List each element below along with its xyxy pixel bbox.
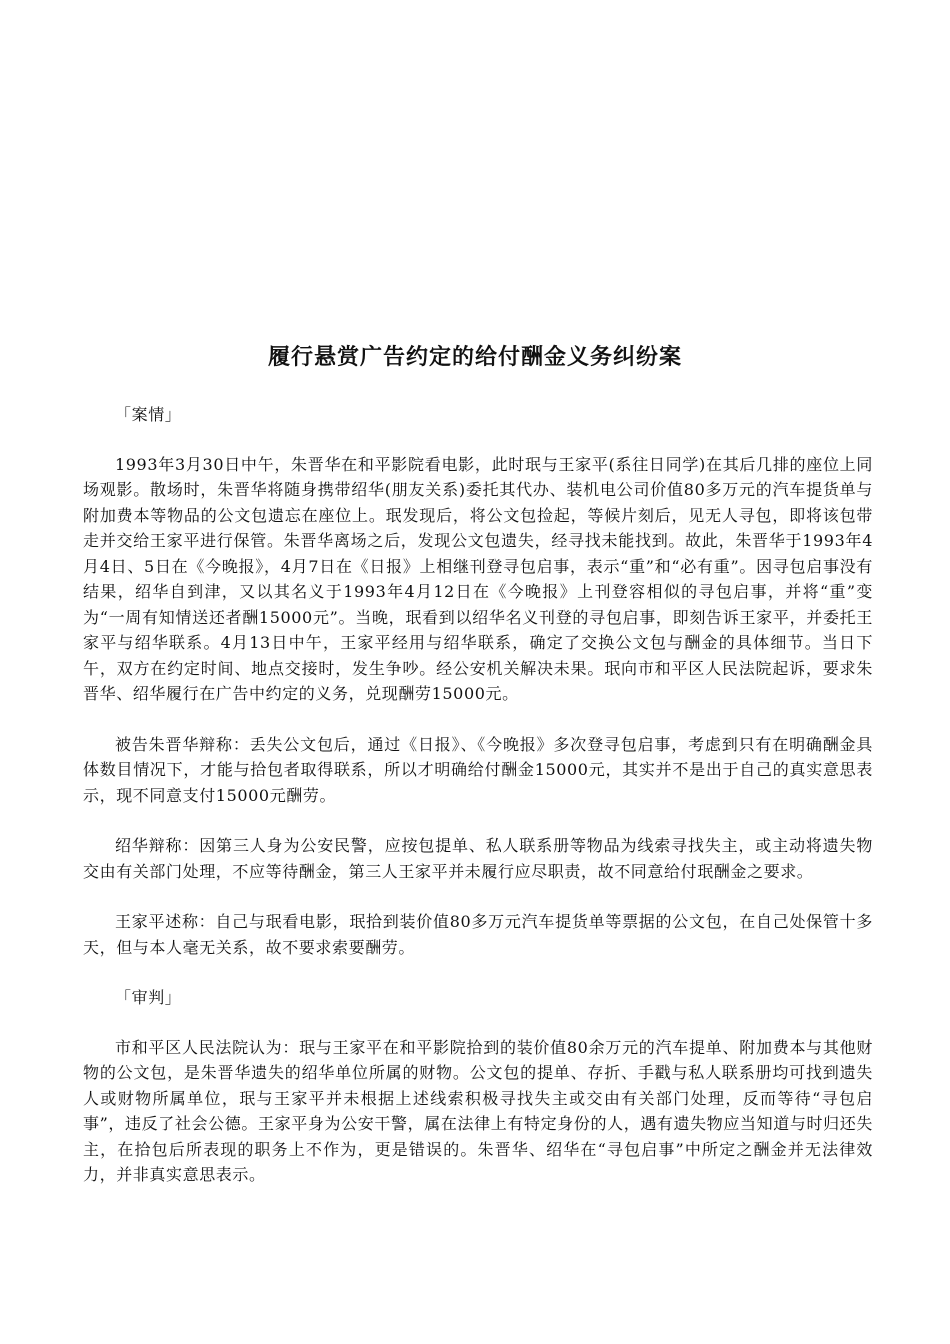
- paragraph-defendant-zhu: 被告朱晋华辩称：丢失公文包后，通过《日报》、《今晚报》多次登寻包启事，考虑到只有在明确酬金具体数目情况下，才能与拾包者取得联系，所以才明确给付酬金15000元，其实并不是出于自己的真实意思表示，现不同意支付15000元酬劳。: [83, 734, 873, 805]
- paragraph-case-facts: 1993年3月30日中午，朱晋华在和平影院看电影，此时珉与王家平(系往日同学)在其后几排的座位上同场观影。散场时，朱晋华将随身携带绍华(朋友关系)委托其代办、装机电公司价值80多万元的汽车提货单与附加费本等物品的公文包遗忘在座位上。珉发现后，将公文包捡起，等候片刻后，见无人寻包，即将该包带走并交给王家平进行保管。朱晋华离场之后，发现公文包遗失，经寻找未能找到。故此，朱晋华于1993年4月4日、5日在《今晚报》，4月7日在《日报》上相继刊登寻包启事，表示“重”和“必有重”。因寻包启事没有结果，绍华自到津，又以其名义于1993年4月12日在《今晚报》上刊登容相似的寻包启事，并将“重”变为“一周有知情送还者酬15000元”。当晚，珉看到以绍华名义刊登的寻包启事，即刻告诉王家平，并委托王家平与绍华联系。4月13日中午，王家平经用与绍华联系，确定了交换公文包与酬金的具体细节。当日下午，双方在约定时间、地点交接时，发生争吵。经公安机关解决未果。珉向市和平区人民法院起诉，要求朱晋华、绍华履行在广告中约定的义务，兑现酬劳15000元。: [83, 454, 873, 703]
- paragraph-defendant-shaohua: 绍华辩称：因第三人身为公安民警，应按包提单、私人联系册等物品为线索寻找失主，或主动将遗失物交由有关部门处理，不应等待酬金，第三人王家平并未履行应尽职责，故不同意给付珉酬金之要求。: [83, 836, 873, 881]
- section-heading-trial: 「审判」: [115, 988, 182, 1007]
- document-title: 履行悬赏广告约定的给付酬金义务纠纷案: [267, 345, 682, 370]
- document-body: [83, 402, 873, 1213]
- paragraph-court-opinion: 市和平区人民法院认为：珉与王家平在和平影院拾到的装价值80余万元的汽车提单、附加费本与其他财物的公文包，是朱晋华遗失的绍华单位所属的财物。公文包的提单、存折、手戳与私人联系册均可找到遗失人或财物所属单位，珉与王家平并未根据上述线索积极寻找失主或交由有关部门处理，反而等待“寻包启事”，违反了社会公德。王家平身为公安干警，属在法律上有特定身份的人，遇有遗失物应当知道与时归还失主，在拾包后所表现的职务上不作为，更是错误的。朱晋华、绍华在“寻包启事”中所定之酬金并无法律效力，并非真实意思表示。: [83, 1037, 873, 1184]
- paragraph-third-party-wang: 王家平述称：自己与珉看电影，珉拾到装价值80多万元汽车提货单等票据的公文包，在自己处保管十多天，但与本人毫无关系，故不要求索要酬劳。: [83, 912, 873, 957]
- section-heading-case: 「案情」: [115, 405, 182, 424]
